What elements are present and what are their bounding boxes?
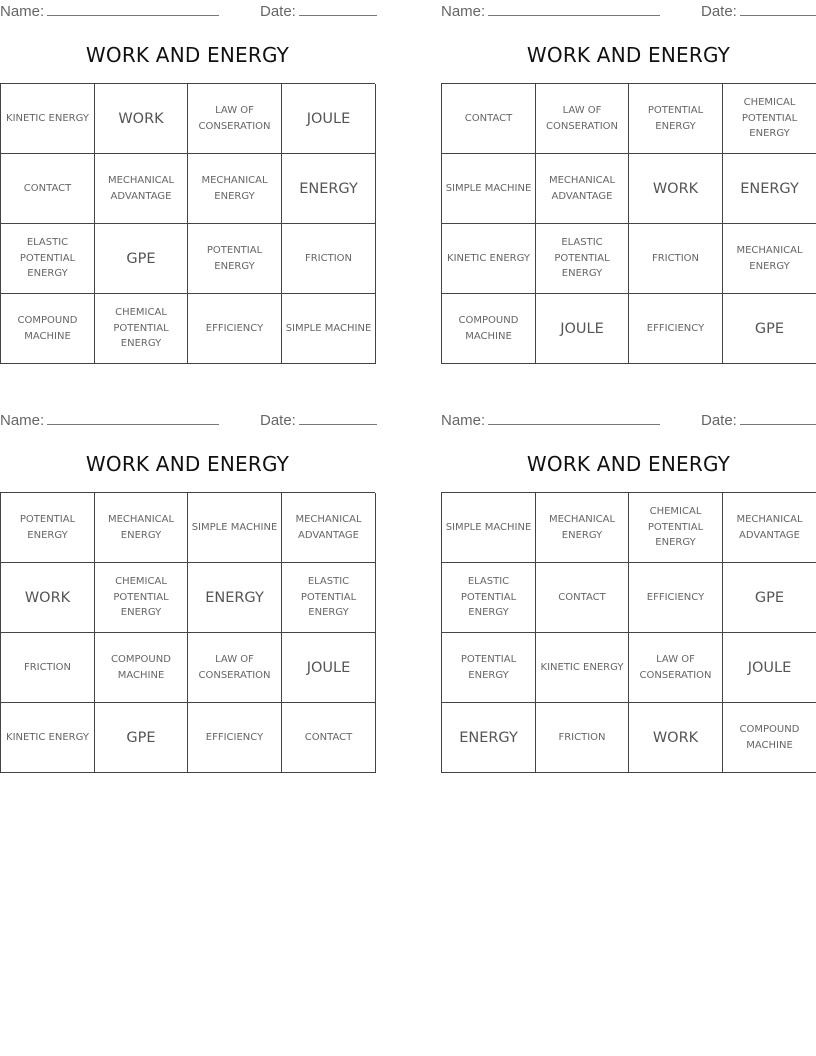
name-label: Name: [441, 412, 486, 429]
date-label: Date: [260, 412, 296, 429]
bingo-cell[interactable]: JOULE [536, 294, 629, 364]
bingo-cell[interactable]: JOULE [723, 633, 816, 703]
bingo-cell[interactable]: MECHANICAL ADVANTAGE [282, 493, 376, 563]
bingo-grid [441, 83, 816, 364]
bingo-card-3 [0, 409, 375, 774]
bingo-cell[interactable]: MECHANICAL ENERGY [95, 493, 188, 563]
date-field[interactable] [701, 411, 816, 430]
bingo-cell[interactable]: ENERGY [282, 154, 376, 224]
date-blank[interactable] [740, 411, 816, 425]
name-blank[interactable] [488, 2, 660, 16]
date-field[interactable] [260, 2, 377, 21]
name-blank[interactable] [47, 2, 219, 16]
bingo-grid [0, 83, 375, 364]
date-label: Date: [701, 412, 737, 429]
bingo-cell[interactable]: ENERGY [188, 563, 282, 633]
bingo-cell[interactable]: POTENTIAL ENERGY [1, 493, 95, 563]
bingo-cell[interactable]: WORK [629, 703, 723, 773]
bingo-cell[interactable]: WORK [629, 154, 723, 224]
bingo-cell[interactable]: CHEMICAL POTENTIAL ENERGY [723, 84, 816, 154]
bingo-cell[interactable]: POTENTIAL ENERGY [188, 224, 282, 294]
bingo-cell[interactable]: MECHANICAL ADVANTAGE [95, 154, 188, 224]
bingo-cell[interactable]: KINETIC ENERGY [536, 633, 629, 703]
bingo-cell[interactable]: EFFICIENCY [188, 294, 282, 364]
name-field[interactable] [0, 411, 219, 430]
name-blank[interactable] [488, 411, 660, 425]
bingo-card-2 [441, 0, 816, 365]
bingo-cell[interactable]: CHEMICAL POTENTIAL ENERGY [95, 563, 188, 633]
bingo-cell[interactable]: WORK [1, 563, 95, 633]
bingo-cell[interactable]: SIMPLE MACHINE [282, 294, 376, 364]
bingo-cell[interactable]: SIMPLE MACHINE [442, 493, 536, 563]
bingo-cell[interactable]: ENERGY [723, 154, 816, 224]
bingo-grid [0, 492, 375, 773]
bingo-cell[interactable]: ENERGY [442, 703, 536, 773]
date-label: Date: [701, 3, 737, 20]
bingo-cell[interactable]: GPE [95, 703, 188, 773]
bingo-cell[interactable]: MECHANICAL ENERGY [188, 154, 282, 224]
bingo-cell[interactable]: LAW OF CONSERATION [536, 84, 629, 154]
name-blank[interactable] [47, 411, 219, 425]
bingo-card-4 [441, 409, 816, 774]
bingo-cell[interactable]: ELASTIC POTENTIAL ENERGY [282, 563, 376, 633]
bingo-cell[interactable]: GPE [95, 224, 188, 294]
date-blank[interactable] [740, 2, 816, 16]
bingo-cell[interactable]: CONTACT [536, 563, 629, 633]
bingo-cell[interactable]: MECHANICAL ADVANTAGE [536, 154, 629, 224]
bingo-cell[interactable]: SIMPLE MACHINE [188, 493, 282, 563]
bingo-cell[interactable]: KINETIC ENERGY [1, 84, 95, 154]
name-label: Name: [0, 3, 45, 20]
bingo-cell[interactable]: EFFICIENCY [188, 703, 282, 773]
name-label: Name: [441, 3, 486, 20]
date-label: Date: [260, 3, 296, 20]
bingo-cell[interactable]: KINETIC ENERGY [1, 703, 95, 773]
date-field[interactable] [260, 411, 377, 430]
bingo-cell[interactable]: WORK [95, 84, 188, 154]
card-title: WORK AND ENERGY [85, 43, 290, 67]
bingo-cell[interactable]: POTENTIAL ENERGY [629, 84, 723, 154]
bingo-cell[interactable]: COMPOUND MACHINE [723, 703, 816, 773]
bingo-cell[interactable]: JOULE [282, 84, 376, 154]
bingo-cell[interactable]: MECHANICAL ENERGY [723, 224, 816, 294]
bingo-cell[interactable]: COMPOUND MACHINE [1, 294, 95, 364]
bingo-cell[interactable]: JOULE [282, 633, 376, 703]
bingo-cell[interactable]: ELASTIC POTENTIAL ENERGY [1, 224, 95, 294]
date-field[interactable] [701, 2, 816, 21]
bingo-grid [441, 492, 816, 773]
name-field[interactable] [441, 2, 660, 21]
bingo-cell[interactable]: CONTACT [1, 154, 95, 224]
bingo-cell[interactable]: ELASTIC POTENTIAL ENERGY [536, 224, 629, 294]
bingo-cell[interactable]: FRICTION [536, 703, 629, 773]
name-field[interactable] [441, 411, 660, 430]
bingo-cell[interactable]: EFFICIENCY [629, 294, 723, 364]
bingo-cell[interactable]: CHEMICAL POTENTIAL ENERGY [95, 294, 188, 364]
bingo-cell[interactable]: LAW OF CONSERATION [188, 84, 282, 154]
bingo-cell[interactable]: CONTACT [442, 84, 536, 154]
bingo-cell[interactable]: KINETIC ENERGY [442, 224, 536, 294]
bingo-cell[interactable]: SIMPLE MACHINE [442, 154, 536, 224]
bingo-cell[interactable]: LAW OF CONSERATION [629, 633, 723, 703]
card-title: WORK AND ENERGY [85, 452, 290, 476]
bingo-cell[interactable]: ELASTIC POTENTIAL ENERGY [442, 563, 536, 633]
bingo-cell[interactable]: CHEMICAL POTENTIAL ENERGY [629, 493, 723, 563]
bingo-cell[interactable]: LAW OF CONSERATION [188, 633, 282, 703]
bingo-cell[interactable]: MECHANICAL ADVANTAGE [723, 493, 816, 563]
card-title: WORK AND ENERGY [526, 452, 731, 476]
bingo-cell[interactable]: COMPOUND MACHINE [442, 294, 536, 364]
bingo-cell[interactable]: FRICTION [629, 224, 723, 294]
card-title: WORK AND ENERGY [526, 43, 731, 67]
name-label: Name: [0, 412, 45, 429]
bingo-card-1 [0, 0, 375, 365]
bingo-cell[interactable]: EFFICIENCY [629, 563, 723, 633]
name-field[interactable] [0, 2, 219, 21]
bingo-cell[interactable]: POTENTIAL ENERGY [442, 633, 536, 703]
date-blank[interactable] [299, 411, 377, 425]
bingo-cell[interactable]: MECHANICAL ENERGY [536, 493, 629, 563]
bingo-cell[interactable]: COMPOUND MACHINE [95, 633, 188, 703]
date-blank[interactable] [299, 2, 377, 16]
bingo-cell[interactable]: GPE [723, 563, 816, 633]
bingo-cell[interactable]: FRICTION [1, 633, 95, 703]
bingo-cell[interactable]: FRICTION [282, 224, 376, 294]
bingo-cell[interactable]: CONTACT [282, 703, 376, 773]
bingo-cell[interactable]: GPE [723, 294, 816, 364]
